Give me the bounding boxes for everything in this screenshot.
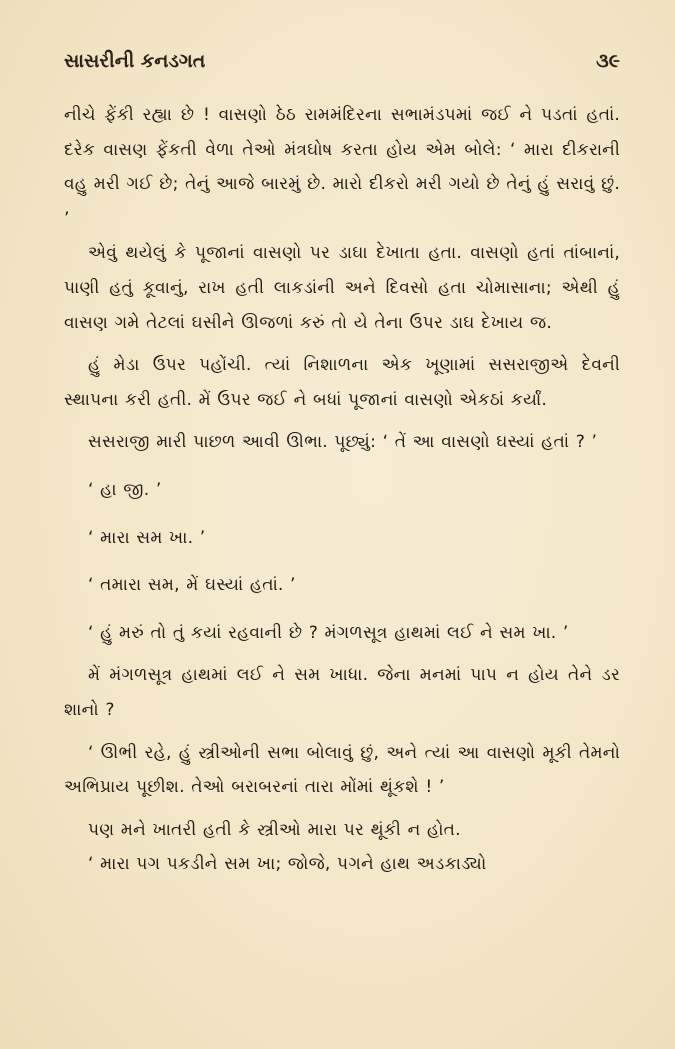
paragraph: નીચે ફેંકી રહ્યા છે ! વાસણો ઠેઠ રામમંદિરના સભામંડપમાં જઈ ને પડતાં હતાં. દરેક વાસણ ફેંકતી વેળા તેઓ મંત્રઘોષ કરતા હોય એમ બોલે: ‘ મારા દીકરાની વહુ મરી ગઈ છે; તેનું આજે બારમું છે. મારો દીકરો મરી ગયો છે તેનું હું સરાવું છું. ’	[64, 105, 620, 229]
dialogue-line: ‘ મારા સમ ખા. ’	[88, 527, 206, 548]
paragraph: હું મેડા ઉપર પહોંચી. ત્યાં નિશાળના એક ખૂણામાં સસરાજીએ દેવની સ્થાપના કરી હતી. મેં ઉપર જઈ ને બધાં પૂજાનાં વાસણો એકઠાં કર્યાં.	[64, 355, 620, 410]
paragraph: મેં મંગળસૂત્ર હાથમાં લઈ ને સમ ખાધા. જેના મનમાં પાપ ન હોય તેને ડર શાનો ?	[64, 665, 620, 720]
dialogue-line: ‘ મારા પગ પકડીને સમ ખા; જોજે, પગને હાથ અડકાડ્યો	[88, 854, 487, 875]
dialogue-line: ‘ તમારા સમ, મેં ઘસ્યાં હતાં. ’	[88, 575, 296, 596]
page-number: ૩૯	[596, 50, 620, 72]
paragraph: એવું થયેલું કે પૂજાનાં વાસણો પર ડાઘા દેખાતા હતા. વાસણો હતાં તાંબાનાં, પાણી હતું કૂવાનું, રાખ હતી લાકડાંની અને દિવસો હતા ચોમાસાના; એથી હું વાસણ ગમે તેટલાં ઘસીને ઊજળાં કરું તો યે તેના ઉપર ડાઘ દેખાય જ.	[64, 243, 620, 333]
dialogue-line: ‘ હું મરું તો તું કયાં રહવાની છે ? મંગળસૂત્ર હાથમાં લઈ ને સમ ખા. ’	[88, 622, 569, 643]
paragraph: સસરાજી મારી પાછળ આવી ઊભા. પૂછ્યું: ‘ તેં આ વાસણો ઘસ્યાં હતાં ? ’	[88, 432, 598, 453]
paragraph: પણ મને ખાતરી હતી કે સ્ત્રીઓ મારા પર થૂંકી ન હોત.	[88, 819, 461, 840]
dialogue-line: ‘ હા જી. ’	[88, 479, 162, 500]
running-head-title: સાસરીની કનડગત	[64, 50, 206, 72]
dialogue-line: ‘ ઊભી રહે, હું સ્ત્રીઓની સભા બોલાવું છું, અને ત્યાં આ વાસણો મૂકી તેમનો અભિપ્રાય પૂછીશ. તેઓ બરાબરનાં તારા મોંમાં થૂંકશે ! ’	[64, 742, 620, 798]
body-text	[64, 98, 620, 882]
page-header	[64, 50, 620, 94]
